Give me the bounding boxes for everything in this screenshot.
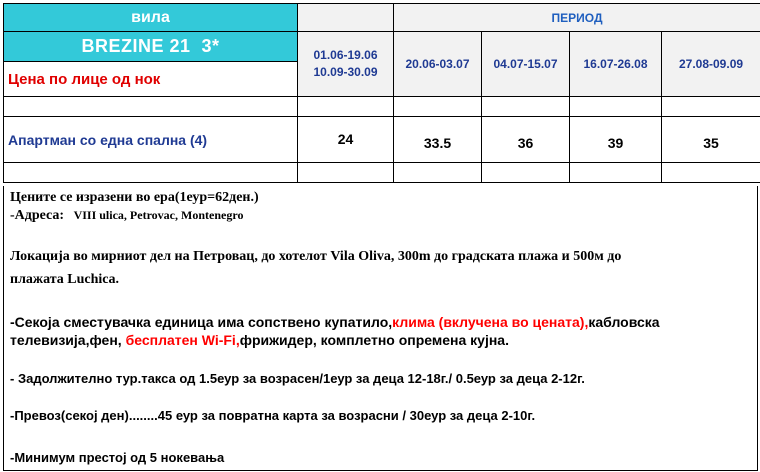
price-basis: Цена по лице од нок (8, 70, 161, 88)
period-3-label: 04.07-15.07 (493, 56, 558, 71)
period-col-3 (482, 32, 570, 97)
period-5-label: 27.08-09.09 (678, 56, 744, 71)
price-table (3, 3, 760, 183)
period-label: ПЕРИОД (551, 10, 603, 25)
spacer-cell (482, 97, 570, 117)
villa-label: вила (131, 8, 170, 26)
amenities-text-c: телевизија,фен, (10, 332, 126, 348)
spacer-cell (4, 97, 298, 117)
spacer-cell (298, 163, 394, 183)
amenities-text-b: кабловска (588, 314, 660, 330)
location-line-2: плажата Luchica. (10, 272, 119, 287)
price-cell (298, 117, 394, 163)
amenities-wifi: бесплатен Wi-Fi, (125, 332, 240, 348)
amenities-line-1 (10, 314, 660, 330)
period-1-line1: 01.06-19.06 (313, 48, 378, 62)
room-type-text: Апартман со една спална (4) (8, 131, 208, 148)
spacer-cell (570, 97, 662, 117)
spacer-cell (298, 97, 394, 117)
price-cell (394, 117, 482, 163)
period-2-label: 20.06-03.07 (405, 56, 470, 71)
price-value: 36 (517, 135, 534, 151)
villa-label-cell (4, 4, 298, 32)
address-line (10, 208, 243, 224)
amenities-line-2 (10, 332, 509, 348)
empty-header-cell (298, 4, 394, 32)
address-value: VIII ulica, Petrovac, Montenegro (73, 208, 244, 222)
period-col-1 (298, 32, 394, 97)
spacer-cell (662, 163, 760, 183)
amenities-text-d: фрижидер, комплетно опремена кујна. (239, 332, 509, 348)
spacer-cell (662, 97, 760, 117)
villa-name-cell (4, 32, 298, 62)
spacer-cell (4, 163, 298, 183)
period-1-line2: 10.09-30.09 (313, 65, 378, 79)
currency-note: Цените се изразени во ера(1еур=62ден.) (10, 190, 259, 205)
price-value: 24 (337, 131, 354, 147)
spacer-cell (394, 163, 482, 183)
period-4-label: 16.07-26.08 (583, 56, 648, 71)
location-line-1: Локација во мирниот дел на Петровац, до хотелот Vila Oliva, 300m до градската плажа и 500м до (10, 249, 622, 264)
spacer-cell (482, 163, 570, 183)
minimum-stay-note: -Минимум престој од 5 нокевања (10, 450, 225, 465)
room-type-label (4, 117, 298, 163)
price-cell (662, 117, 760, 163)
amenities-text-a: -Секоја сместувачка единица има сопствено купатило, (10, 314, 393, 330)
price-basis-cell (4, 62, 298, 97)
price-value: 33.5 (423, 135, 452, 151)
period-col-2 (394, 32, 482, 97)
table-row (4, 117, 760, 163)
price-value: 35 (703, 135, 719, 151)
tax-note: - Задолжително тур.такса од 1.5еур за возрасен/1еур за деца 12-18г./ 0.5еур за деца 2-12г. (10, 371, 585, 386)
address-label: -Адреса: (10, 208, 65, 223)
notes-section (3, 186, 758, 471)
villa-name: BREZINE 21 3* (81, 36, 220, 56)
spacer-cell (394, 97, 482, 117)
amenities-ac: клима (вклучена во цената), (392, 314, 589, 330)
spacer-cell (570, 163, 662, 183)
price-cell (570, 117, 662, 163)
period-col-5 (662, 32, 760, 97)
price-value: 39 (607, 135, 624, 151)
period-label-cell (394, 4, 760, 32)
period-col-4 (570, 32, 662, 97)
transfer-note: -Превоз(секој ден)........45 еур за повратна карта за возрасни / 30еур за деца 2-10г. (10, 408, 536, 423)
price-cell (482, 117, 570, 163)
